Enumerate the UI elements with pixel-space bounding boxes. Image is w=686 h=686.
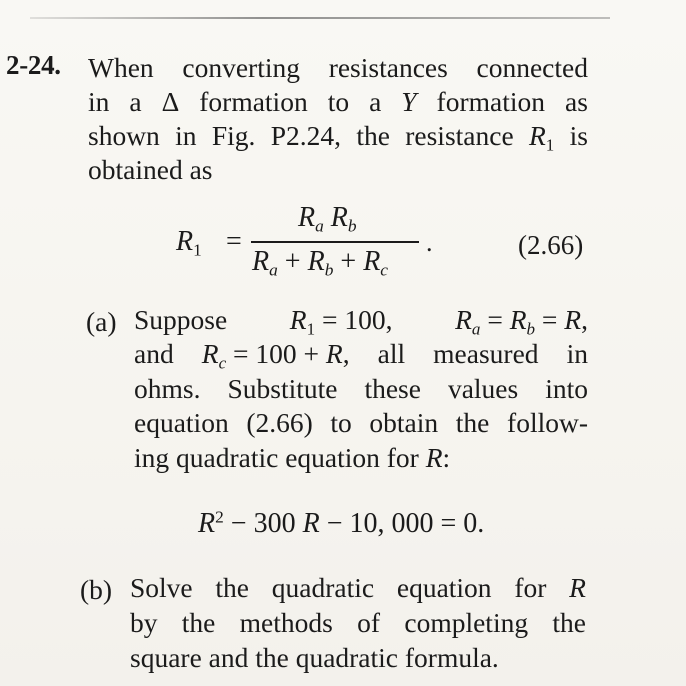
equation-lhs: [176, 226, 202, 258]
eq-sub: a: [315, 216, 324, 236]
word: completing: [404, 607, 529, 638]
eq-r: R: [307, 246, 325, 277]
word: obtain: [369, 407, 439, 438]
eq-r: R: [363, 246, 381, 277]
word: by: [130, 607, 158, 638]
word: Substitute: [227, 373, 338, 404]
y-symbol: Y: [401, 86, 417, 117]
part-b-line-3: square and the quadratic formula.: [130, 642, 499, 673]
word: the: [215, 572, 250, 603]
word: equation: [134, 407, 229, 438]
word: follow-: [507, 407, 588, 438]
word: a: [129, 86, 142, 117]
word: measured: [433, 338, 539, 369]
var-r: R: [425, 442, 443, 473]
equation-period: .: [426, 228, 433, 257]
plus: +: [284, 246, 301, 277]
eq-sub: b: [324, 260, 334, 280]
word: formation: [199, 86, 308, 117]
delta-symbol: Δ: [161, 86, 180, 117]
eq-sub: b: [347, 216, 357, 236]
word: resistances: [328, 52, 448, 83]
eq-sub: c: [380, 260, 389, 280]
word: is: [569, 120, 588, 151]
word: into: [545, 373, 588, 404]
word: and: [134, 338, 174, 369]
var-r: R: [198, 508, 216, 539]
word: as: [189, 154, 213, 185]
word: ohms.: [134, 373, 201, 404]
var-r: R: [569, 572, 586, 603]
colon: :: [442, 442, 451, 473]
word: connected: [476, 52, 588, 83]
word: for: [514, 572, 547, 603]
word: obtained: [88, 154, 183, 185]
part-b-line-2: [130, 609, 586, 637]
part-a-line-4: [134, 409, 588, 437]
word: of: [357, 607, 381, 638]
word: to: [327, 86, 350, 117]
math-rc-eq: $R_c = 100 + R$,: [201, 338, 350, 373]
equation-reference: (2.66): [518, 230, 584, 260]
word: to: [330, 407, 352, 438]
part-a-line-1: [134, 304, 588, 339]
word: (2.66): [246, 407, 313, 438]
word: quadratic: [271, 572, 375, 603]
word: shown: [88, 120, 160, 151]
var-r: R: [302, 508, 320, 539]
fraction-denominator: [252, 246, 388, 278]
word: these: [364, 373, 421, 404]
problem-number: 2-24.: [6, 50, 61, 80]
word: resistance: [405, 120, 514, 151]
word: a: [369, 86, 382, 117]
exponent: 2: [215, 507, 224, 527]
part-a-line-3: [134, 375, 588, 403]
eq-sub: a: [269, 260, 278, 280]
eq-r: R: [176, 226, 194, 257]
part-b-line-1: [130, 574, 586, 602]
intro-line-4: [88, 156, 588, 184]
text: − 10, 000 = 0.: [319, 508, 485, 539]
eq-r: R: [298, 202, 316, 233]
word: the: [356, 120, 390, 151]
eq-r: R: [330, 202, 348, 233]
text: − 300: [223, 508, 303, 539]
text: ing quadratic equation for: [134, 442, 426, 473]
eq-sub: 1: [193, 240, 202, 260]
word: as: [564, 86, 588, 117]
part-a-line-2: [134, 338, 588, 373]
word: When: [88, 52, 154, 83]
word: P2.24,: [270, 120, 341, 151]
word: the: [455, 407, 490, 438]
top-rule: [30, 17, 610, 19]
intro-line-3: [88, 120, 588, 155]
part-b-label: (b): [80, 574, 113, 605]
part-a-label: (a): [86, 306, 117, 337]
plus: +: [340, 246, 357, 277]
word: in: [175, 120, 197, 151]
word: Fig.: [211, 120, 256, 151]
word: all: [377, 338, 406, 369]
intro-line-2: [88, 88, 588, 116]
fraction-numerator: [298, 202, 357, 234]
word: methods: [239, 607, 333, 638]
word: the: [181, 607, 216, 638]
eq-r: R: [252, 246, 270, 277]
r1-symbol: $R_1$: [528, 120, 555, 155]
word: the: [552, 607, 586, 638]
word: Suppose: [134, 304, 228, 335]
word: equation: [396, 572, 492, 603]
equals-sign: =: [226, 226, 242, 257]
word: in: [566, 338, 588, 369]
fraction-bar: [251, 241, 419, 243]
intro-line-1: [88, 54, 588, 82]
word: converting: [182, 52, 300, 83]
math-ra-rb-r: $R_a = R_b = R$,: [455, 304, 588, 339]
word: Solve: [130, 572, 193, 603]
word: in: [88, 86, 110, 117]
part-a-line-5: [134, 444, 588, 472]
quadratic-equation: [198, 508, 484, 540]
word: formation: [436, 86, 545, 117]
math-r1-eq: $R_1 = 100$,: [289, 304, 393, 339]
word: values: [447, 373, 519, 404]
